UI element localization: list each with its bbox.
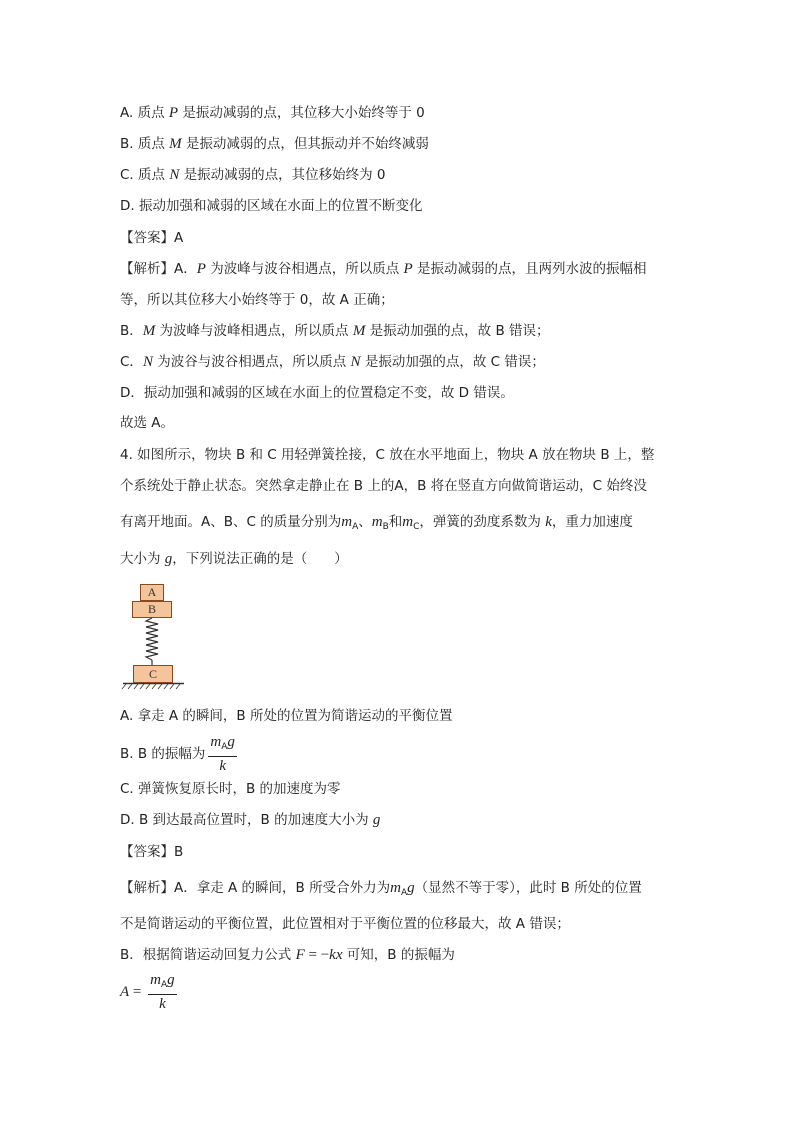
q4-option-d: D. B 到达最高位置时，B 的加速度大小为 g [120, 812, 381, 828]
q3-option-d: D. 振动加强和减弱的区域在水面上的位置不断变化 [120, 198, 423, 214]
q4-analysis-line3: B．根据简谐运动回复力公式 F = −kx 可知，B 的振幅为 [120, 947, 455, 963]
q3-analysis-line5: D．振动加强和减弱的区域在水面上的位置稳定不变，故 D 错误。 [120, 385, 514, 401]
block-c: C [133, 665, 173, 683]
amplitude-fraction: $\frac{m_Ag}{k}$ [210, 734, 235, 774]
q3-conclusion: 故选 A。 [120, 415, 175, 431]
q4-analysis-line2: 不是简谐运动的平衡位置，此位置相对于平衡位置的位移最大，故 A 错误； [120, 916, 570, 932]
q4-stem-line2: 个系统处于静止状态。突然拿走静止在 B 上的A，B 将在竖直方向做简谐运动，C 始终没 [120, 478, 647, 494]
q3-analysis-line1: 【解析】A．P 为波峰与波谷相遇点，所以质点 P 是振动减弱的点，且两列水波的振幅相 [120, 261, 647, 277]
q4-stem-line1: 4. 如图所示，物块 B 和 C 用轻弹簧拴接，C 放在水平地面上，物块 A 放在物块 B 上，整 [120, 447, 655, 463]
q3-answer: 【答案】A [120, 230, 184, 246]
q4-stem-line4: 大小为 g，下列说法正确的是（ ） [120, 551, 348, 567]
spring-block-figure [120, 582, 190, 690]
q4-option-c: C. 弹簧恢复原长时，B 的加速度为零 [120, 781, 341, 797]
amplitude-formula: A = $\frac{m_Ag}{k}$ [120, 972, 175, 1012]
q3-option-b: B. 质点 M 是振动减弱的点，但其振动并不始终减弱 [120, 136, 429, 152]
q3-analysis-line4: C．N 为波谷与波谷相遇点，所以质点 N 是振动加强的点，故 C 错误； [120, 354, 545, 370]
q4-analysis-line1: 【解析】A．拿走 A 的瞬间，B 所受合外力为$m_Ag$（显然不等于零），此时 B 所处的位置 [120, 880, 642, 898]
block-b: B [132, 601, 172, 618]
q3-analysis-line2: 等，所以其位移大小始终等于 0，故 A 正确； [120, 292, 394, 308]
q4-option-b: B. B 的振幅为 $\frac{m_Ag}{k}$ [120, 734, 235, 774]
block-a: A [140, 584, 164, 601]
q3-option-a: A. 质点 P 是振动减弱的点，其位移大小始终等于 0 [120, 105, 425, 121]
q3-analysis-line3: B．M 为波峰与波峰相遇点，所以质点 M 是振动加强的点，故 B 错误； [120, 323, 550, 339]
q4-answer: 【答案】B [120, 844, 184, 860]
q4-option-a: A. 拿走 A 的瞬间，B 所处的位置为简谐运动的平衡位置 [120, 708, 453, 724]
q3-option-c: C. 质点 N 是振动减弱的点，其位移始终为 0 [120, 167, 386, 183]
q4-stem-line3: 有离开地面。A、B、C 的质量分别为$m_A$、$m_B$和$m_C$，弹簧的劲度系数为 k，重力加速度 [120, 514, 633, 532]
